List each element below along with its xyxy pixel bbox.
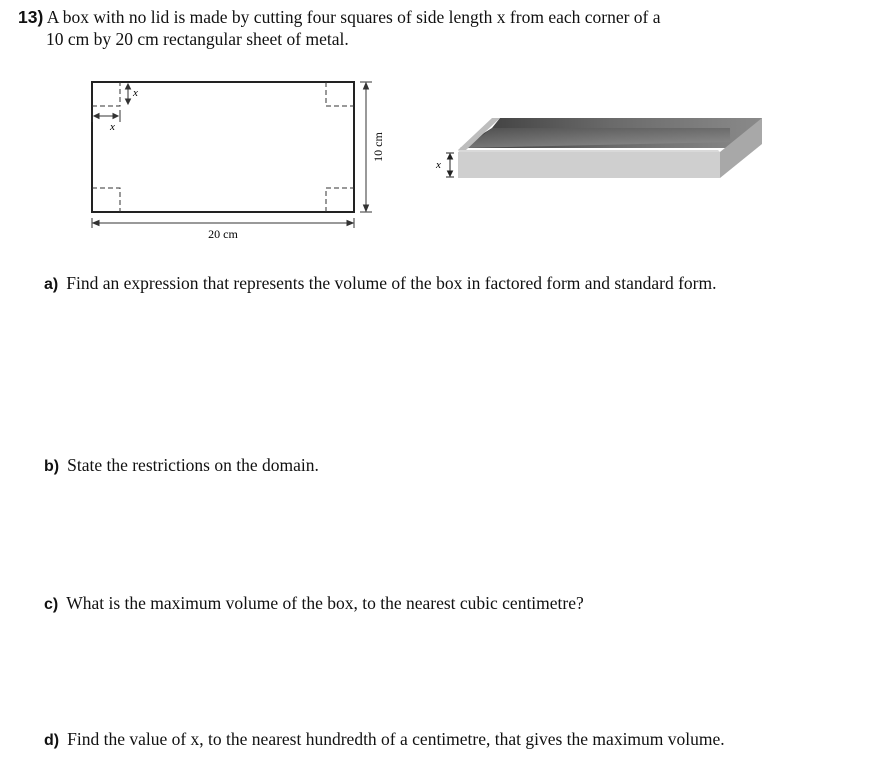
question-intro bbox=[18, 6, 858, 50]
open-box-diagram bbox=[430, 112, 770, 188]
part-d-label: d) bbox=[44, 732, 60, 749]
part-d bbox=[44, 728, 725, 752]
corner-square-top-right bbox=[326, 82, 354, 106]
corner-square-top-left bbox=[92, 82, 120, 106]
part-d-text: Find the value of x, to the nearest hundredth of a centimetre, that gives the maximum volume. bbox=[67, 729, 725, 749]
label-x-top: x bbox=[133, 87, 138, 99]
label-width: 20 cm bbox=[208, 227, 238, 241]
part-b bbox=[44, 454, 319, 478]
question-line-1: A box with no lid is made by cutting four squares of side length x from each corner of a bbox=[46, 7, 661, 27]
question-number: 13) bbox=[18, 7, 44, 27]
label-height: 10 cm bbox=[371, 132, 385, 162]
part-b-label: b) bbox=[44, 458, 60, 475]
part-a-label: a) bbox=[44, 276, 59, 293]
part-c bbox=[44, 592, 584, 616]
part-c-label: c) bbox=[44, 596, 59, 613]
part-c-text: What is the maximum volume of the box, to the nearest cubic centimetre? bbox=[66, 593, 584, 613]
part-a-text: Find an expression that represents the volume of the box in factored form and standard form. bbox=[66, 273, 717, 293]
sheet-rectangle bbox=[92, 82, 354, 212]
part-b-text: State the restrictions on the domain. bbox=[67, 455, 319, 475]
label-box-height: x bbox=[436, 159, 441, 171]
box-front-face bbox=[458, 152, 720, 178]
part-a bbox=[44, 272, 716, 296]
question-line-2: 10 cm by 20 cm rectangular sheet of metal. bbox=[46, 29, 349, 49]
sheet-net-diagram bbox=[80, 76, 400, 246]
corner-square-bottom-left bbox=[92, 188, 120, 212]
label-x-left: x bbox=[110, 121, 115, 133]
corner-square-bottom-right bbox=[326, 188, 354, 212]
